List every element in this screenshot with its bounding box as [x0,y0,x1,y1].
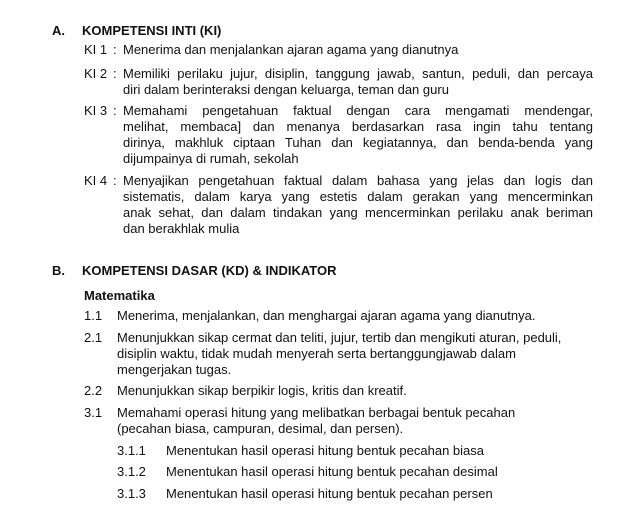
indicator-number: 3.1.2 [117,464,146,479]
indicator-text: Menentukan hasil operasi hitung bentuk pecahan persen [166,486,493,501]
indicator-text: Menentukan hasil operasi hitung bentuk pecahan biasa [166,443,485,458]
kd-number: 1.1 [84,308,103,323]
ki-label: KI 4 [84,173,108,188]
kd-line: Menerima, menjalankan, dan menghargai ajaran agama yang dianutnya. [117,308,536,323]
indicator-number: 3.1.1 [117,443,146,458]
section-b-letter: B. [52,263,65,278]
ki-line: Memiliki perilaku jujur, disiplin, tanggung jawab, santun, peduli, dan percaya [123,66,593,81]
ki-colon: : [113,42,117,57]
kd-line: Menunjukkan sikap cermat dan teliti, jujur, tertib dan mengikuti aturan, peduli, [117,330,562,345]
kd-line: (pecahan biasa, campuran, desimal, dan persen). [117,421,404,436]
kd-line: Memahami operasi hitung yang melibatkan berbagai bentuk pecahan [117,405,516,420]
kd-number: 2.1 [84,330,103,345]
ki-line: Memahami pengetahuan faktual dengan cara mengamati mendengar, [123,103,593,118]
ki-colon: : [113,66,117,81]
kd-line: Menunjukkan sikap berpikir logis, kritis dan kreatif. [117,383,407,398]
section-b-title: KOMPETENSI DASAR (KD) & INDIKATOR [82,263,337,278]
ki-colon: : [113,103,117,118]
ki-colon: : [113,173,117,188]
ki-line: dijumpainya di rumah, sekolah [123,151,299,166]
kd-number: 2.2 [84,383,103,398]
kd-number: 3.1 [84,405,103,420]
ki-line: diri dalam berinteraksi dengan keluarga, teman dan guru [123,82,449,97]
ki-label: KI 3 [84,103,108,118]
ki-line: sistematis, dalam karya yang estetis dalam gerakan yang mencerminkan [123,189,593,204]
ki-line: dirinya, makhluk ciptaan Tuhan dan kegiatannya, dan benda-benda yang [123,135,593,150]
kd-line: disiplin waktu, tidak mudah menyerah serta bertanggungjawab dalam [117,346,516,361]
ki-line: anak sehat, dan dalam tindakan yang mencerminkan perilaku anak beriman [123,205,593,220]
ki-line: melihat, membaca] dan menanya berdasarkan rasa ingin tahu tentang [123,119,593,134]
ki-label: KI 1 [84,42,108,57]
indicator-text: Menentukan hasil operasi hitung bentuk pecahan desimal [166,464,498,479]
subject-heading: Matematika [84,288,155,303]
section-a-title: KOMPETENSI INTI (KI) [82,23,222,38]
ki-line: Menerima dan menjalankan ajaran agama yang dianutnya [123,42,459,57]
ki-line: Menyajikan pengetahuan faktual dalam bahasa yang jelas dan logis dan [123,173,593,188]
ki-line: dan berakhlak mulia [123,221,240,236]
indicator-number: 3.1.3 [117,486,146,501]
section-a-letter: A. [52,23,65,38]
ki-label: KI 2 [84,66,108,81]
kd-line: mengerjakan tugas. [117,362,232,377]
